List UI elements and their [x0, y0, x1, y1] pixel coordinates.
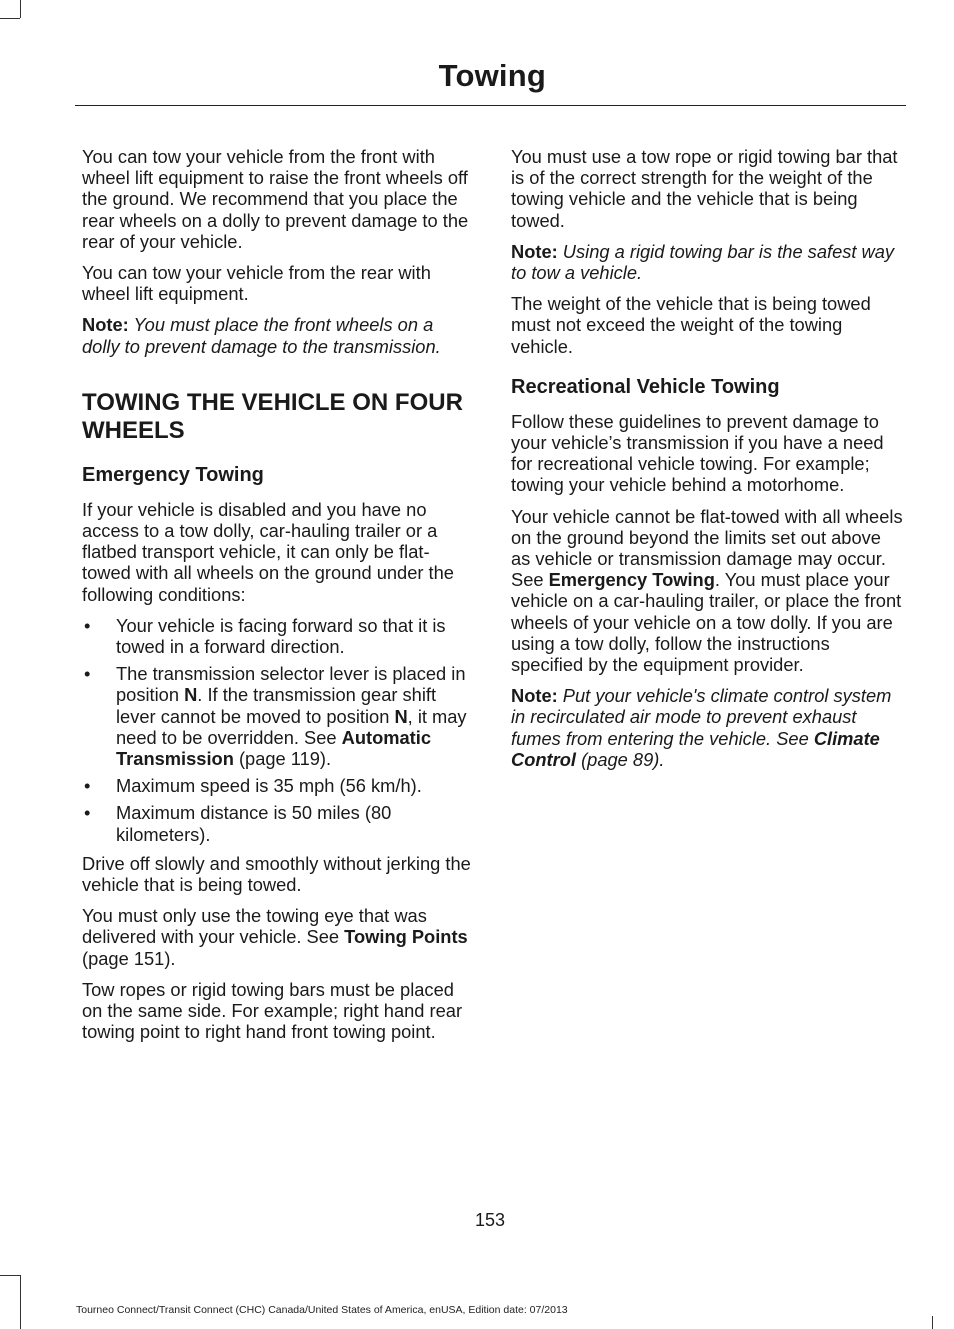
list-item-text: . If the transmission gear shift lever cannot be moved to position	[116, 684, 437, 727]
paragraph: Tow ropes or rigid towing bars must be placed on the same side. For example; right hand rear towing point to right hand front towing point.	[82, 978, 463, 1043]
paragraph: You must use a tow rope or rigid towing bar that is of the correct strength for the weight of the towing vehicle and the vehicle that is being towed.	[511, 146, 898, 231]
page-number: 153	[474, 1210, 506, 1230]
note	[511, 685, 903, 770]
list-item-text: , it may need to be overridden. See	[116, 705, 467, 748]
list-item-text: Maximum speed is 35 mph (56 km/h).	[116, 775, 422, 797]
footer-edition-info: Tourneo Connect/Transit Connect (CHC) Canada/United States of America, enUSA, Edition date: 07/2013	[76, 1304, 568, 1316]
paragraph-text: Your vehicle cannot be flat-towed with all wheels on the ground beyond the limits set out above as vehicle or transmission damage may occur. See	[511, 505, 903, 591]
bullet-icon: •	[84, 614, 91, 636]
list-item	[82, 775, 472, 796]
crop-mark	[0, 18, 20, 19]
paragraph: You can tow your vehicle from the front with wheel lift equipment to raise the front wheels off the ground. We recommend that you place the rear wheels on a dolly to prevent damage to the rear of your vehicle.	[82, 146, 469, 252]
gear-position: N	[394, 705, 408, 727]
note-label: Note:	[82, 314, 129, 336]
gear-position: N	[184, 684, 198, 706]
subsection-title: Recreational Vehicle Towing	[511, 375, 780, 398]
list-item-text: Your vehicle is facing forward so that it is towed in a forward direction.	[116, 614, 446, 658]
note-text: Put your vehicle's climate control system in recirculated air mode to prevent exhaust fumes from entering the vehicle. See	[511, 685, 892, 749]
note	[511, 241, 903, 283]
cross-reference-link[interactable]: Towing Points	[344, 926, 468, 948]
paragraph-text: You must only use the towing eye that was delivered with your vehicle. See	[82, 905, 427, 948]
bullet-icon: •	[84, 775, 91, 797]
paragraph: Drive off slowly and smoothly without jerking the vehicle that is being towed.	[82, 852, 471, 896]
page-title: Towing	[438, 58, 546, 93]
page-reference: (page 151).	[82, 947, 176, 969]
cross-reference-link[interactable]: Automatic Transmission	[116, 726, 432, 770]
paragraph: Follow these guidelines to prevent damage to your vehicle’s transmission if you have a need for recreational vehicle towing. For example; towing your vehicle behind a motorhome.	[511, 410, 884, 496]
crop-mark	[20, 1275, 21, 1329]
paragraph	[82, 905, 472, 969]
list-item	[82, 663, 472, 769]
list-item-text: The transmission selector lever is placed in position	[116, 663, 466, 706]
crop-mark	[0, 1275, 20, 1276]
paragraph-text: . You must place your vehicle on a car-hauling trailer, or place the front wheels of your vehicle on a tow dolly. If you are using a tow dolly, follow the instructions specified by the equipment provider.	[511, 569, 902, 676]
cross-reference-link[interactable]: Emergency Towing	[548, 569, 715, 591]
note-label: Note:	[511, 240, 558, 262]
right-column	[511, 146, 903, 780]
paragraph: If your vehicle is disabled and you have no access to a tow dolly, car-hauling trailer or a flatbed transport vehicle, it can only be flat-towed with all wheels on the ground under the following conditions:	[82, 498, 454, 605]
paragraph: You can tow your vehicle from the rear with wheel lift equipment.	[82, 262, 431, 305]
cross-reference-link[interactable]: Climate Control	[511, 727, 880, 770]
note-text: Using a rigid towing bar is the safest way to tow a vehicle.	[511, 240, 895, 284]
list-item-text: Maximum distance is 50 miles (80 kilometers).	[116, 802, 392, 845]
header-divider	[75, 105, 906, 106]
note-text: You must place the front wheels on a dolly to prevent damage to the transmission.	[82, 314, 441, 357]
crop-mark	[932, 1316, 933, 1329]
left-column	[82, 146, 472, 1053]
subsection-title: Emergency Towing	[82, 463, 264, 486]
bullet-icon: •	[84, 802, 91, 824]
list-item	[82, 615, 472, 657]
crop-mark	[20, 0, 21, 18]
page-reference: (page 89).	[575, 748, 665, 770]
note	[82, 314, 472, 356]
paragraph: The weight of the vehicle that is being towed must not exceed the weight of the towing vehicle.	[511, 293, 871, 357]
paragraph	[511, 506, 903, 676]
note-label: Note:	[511, 685, 558, 707]
list-item	[82, 802, 472, 844]
bullet-list	[82, 615, 472, 845]
section-title: TOWING THE VEHICLE ON FOUR WHEELS	[82, 388, 463, 444]
bullet-icon: •	[84, 663, 91, 685]
page-reference: (page 119).	[233, 748, 332, 770]
